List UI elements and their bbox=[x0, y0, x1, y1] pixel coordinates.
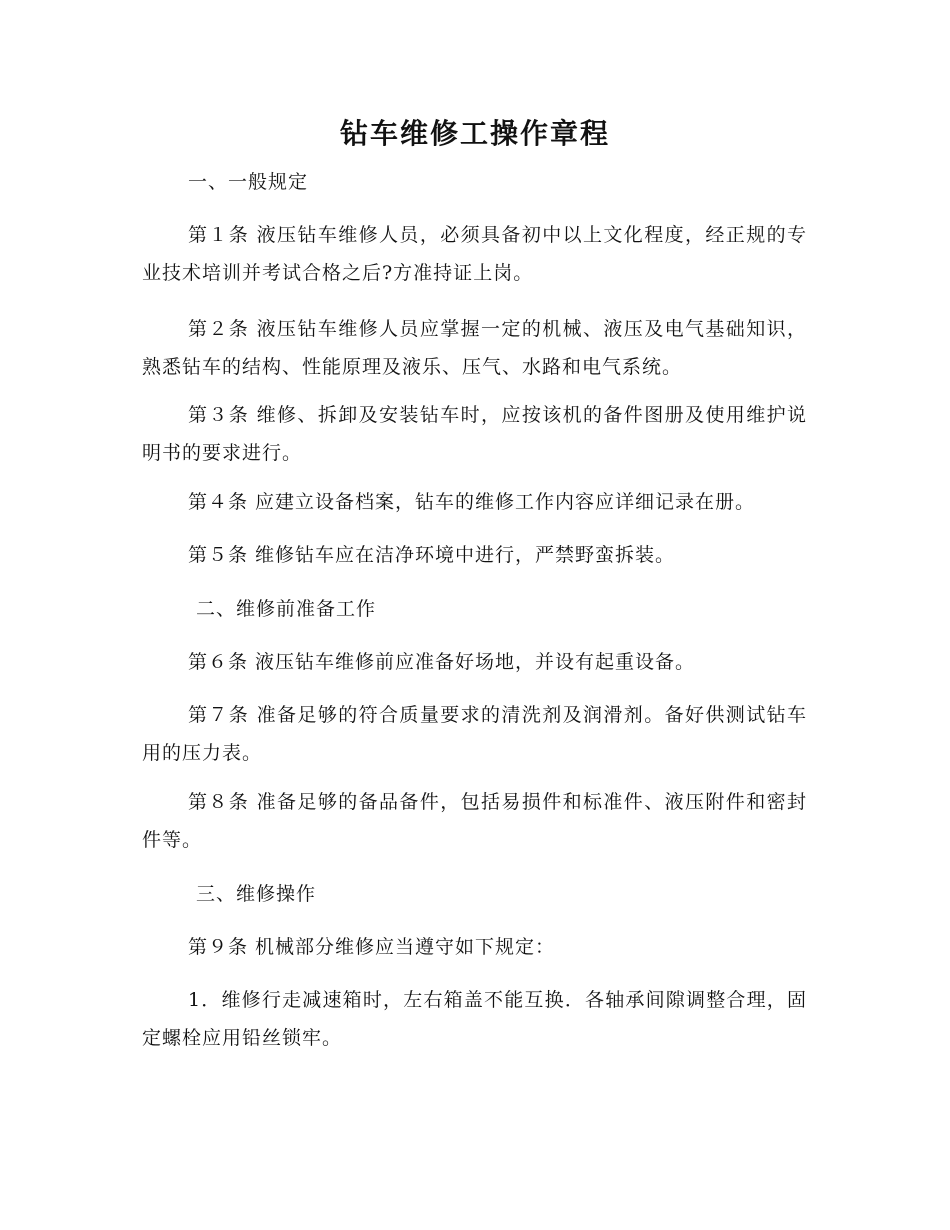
article-9-item-1: 1．维修行走减速箱时，左右箱盖不能互换．各轴承间隙调整合理，固定螺栓应用铅丝锁牢。 bbox=[142, 989, 807, 1049]
article-6: 第６条 液压钻车维修前应准备好场地，并设有起重设备。 bbox=[188, 651, 696, 673]
section-heading-preparation: 二、维修前准备工作 bbox=[196, 598, 377, 620]
article-3: 第３条 维修、拆卸及安装钻车时，应按该机的备件图册及使用维护说明书的要求进行。 bbox=[142, 404, 807, 464]
article-8: 第８条 准备足够的备品备件，包括易损件和标准件、液压附件和密封件等。 bbox=[142, 791, 807, 851]
article-2: 第２条 液压钻车维修人员应掌握一定的机械、液压及电气基础知识，熟悉钻车的结构、性能原理及液乐、压气、水路和电气系统。 bbox=[142, 318, 807, 378]
section-heading-operation: 三、维修操作 bbox=[196, 883, 317, 905]
article-1: 第１条 液压钻车维修人员，必须具备初中以上文化程度，经正规的专业技术培训并考试合格之后?方准持证上岗。 bbox=[142, 224, 807, 284]
article-4: 第４条 应建立设备档案，钻车的维修工作内容应详细记录在册。 bbox=[188, 491, 756, 513]
document-title: 钻车维修工操作章程 bbox=[339, 117, 610, 150]
article-5: 第５条 维修钻车应在洁净环境中进行，严禁野蛮拆装。 bbox=[188, 544, 676, 566]
article-9: 第９条 机械部分维修应当遵守如下规定： bbox=[188, 936, 556, 958]
section-heading-general: 一、一般规定 bbox=[188, 171, 309, 193]
article-7: 第７条 准备足够的符合质量要求的清洗剂及润滑剂。备好供测试钻车用的压力表。 bbox=[142, 704, 807, 764]
